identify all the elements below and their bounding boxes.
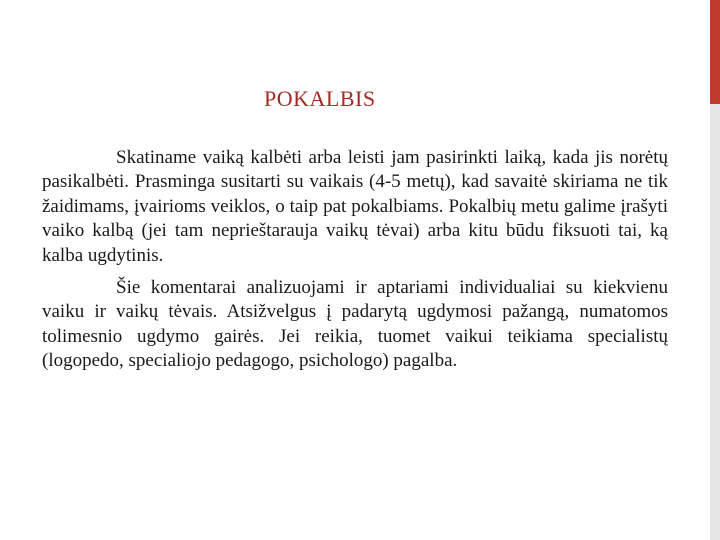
slide-title: POKALBIS (264, 86, 376, 111)
paragraph-1: Skatiname vaiką kalbėti arba leisti jam pasirinkti laiką, kada jis norėtų pasikalbėti. Prasminga susitarti su vaikais (4-5 metų), kad savaitė skiriama ne tik žaidimams, įvairioms veiklos, o taip pat pokalbiams. Pokalbių metu galime įrašyti vaiko kalbą (jei tam neprieštarauja vaikų tėvai) arba kitu būdu fiksuoti tai, ką kalba ugdytinis. (42, 147, 668, 266)
side-divider-line (710, 104, 720, 540)
accent-bar (710, 0, 720, 104)
slide-body (42, 146, 668, 374)
paragraph-2: Šie komentarai analizuojami ir aptariami individualiai su kiekvienu vaiku ir vaikų tėvais. Atsižvelgus į padarytą ugdymosi pažangą, numatomos tolimesnio ugdymo gairės. Jei reikia, tuomet vaikui teikiama specialistų (logopedo, specialiojo pedagogo, psichologo) pagalba. (42, 277, 668, 372)
